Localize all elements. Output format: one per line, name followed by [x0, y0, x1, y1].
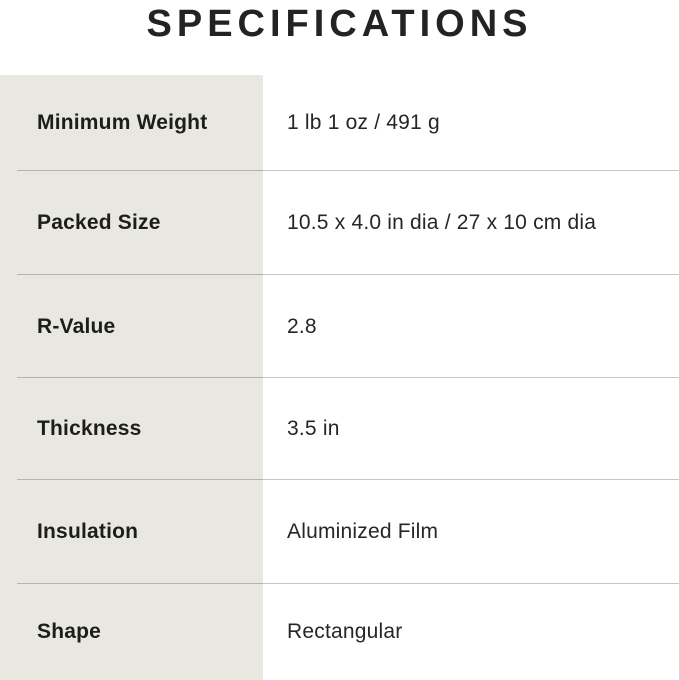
spec-label: Packed Size — [0, 171, 263, 275]
spec-row-shape — [0, 584, 679, 680]
spec-row-insulation — [0, 480, 679, 584]
spec-row-minimum-weight — [0, 75, 679, 171]
spec-value: 1 lb 1 oz / 491 g — [263, 75, 679, 171]
spec-row-thickness — [0, 378, 679, 480]
spec-value: Aluminized Film — [263, 480, 679, 584]
spec-label: Insulation — [0, 480, 263, 584]
spec-value: Rectangular — [263, 584, 679, 680]
spec-value: 3.5 in — [263, 378, 679, 480]
spec-label: Minimum Weight — [0, 75, 263, 171]
spec-value: 2.8 — [263, 275, 679, 378]
spec-label: Thickness — [0, 378, 263, 480]
spec-row-r-value — [0, 275, 679, 378]
spec-label: R-Value — [0, 275, 263, 378]
spec-value: 10.5 x 4.0 in dia / 27 x 10 cm dia — [263, 171, 679, 275]
spec-label: Shape — [0, 584, 263, 680]
spec-row-packed-size — [0, 171, 679, 275]
specifications-table — [0, 75, 679, 680]
page-title: SPECIFICATIONS — [146, 3, 533, 45]
